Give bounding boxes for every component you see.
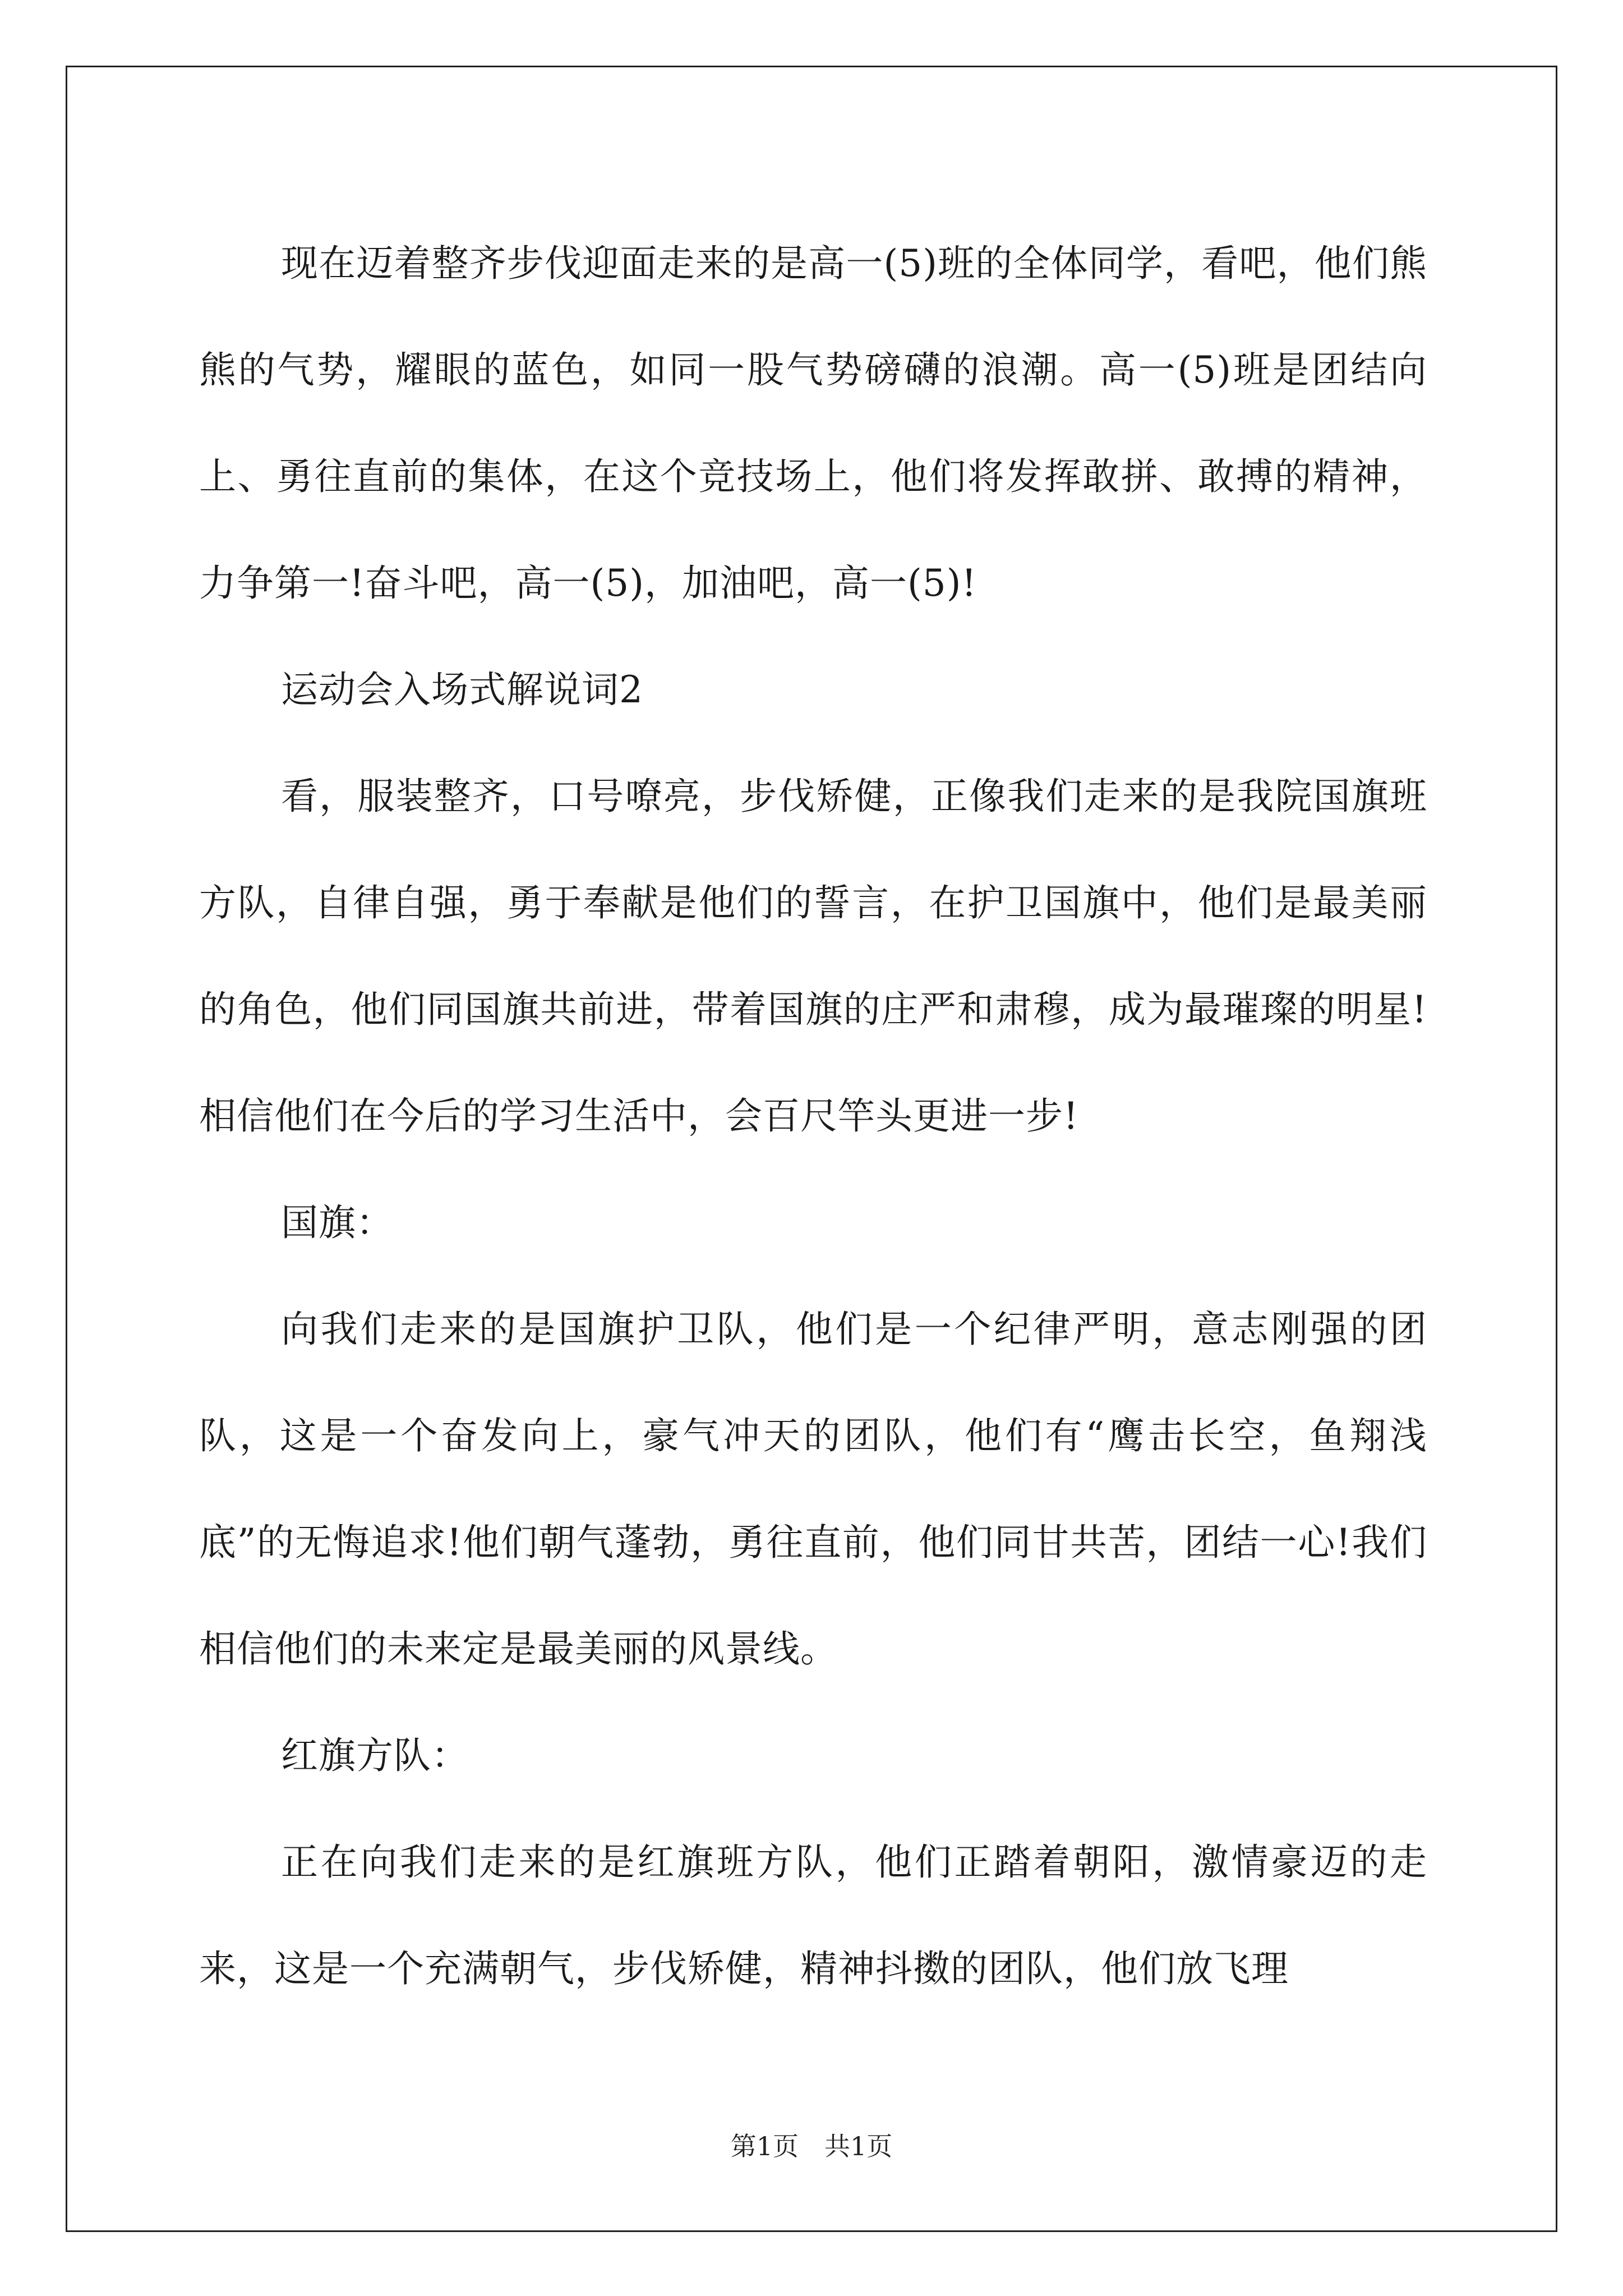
page-number: 第1页 共1页 bbox=[730, 2131, 893, 2161]
subheading-national-flag: 国旗： bbox=[281, 1201, 394, 1244]
paragraph-red-flag-team: 正在向我们走来的是红旗班方队，他们正踏着朝阳，激情豪迈的走来，这是一个充满朝气，步伐矫健，精神抖擞的团队，他们放飞理 bbox=[199, 1841, 1427, 1990]
paragraph-class-5: 现在迈着整齐步伐迎面走来的是高一(5)班的全体同学，看吧，他们熊熊的气势，耀眼的蓝色，如同一股气势磅礴的浪潮。高一(5)班是团结向上、勇往直前的集体，在这个竞技场上，他们将发挥敢拼、敢搏的精神，力争第一!奋斗吧，高一(5)，加油吧，高一(5)! bbox=[199, 242, 1427, 605]
paragraph-flag-escort: 向我们走来的是国旗护卫队，他们是一个纪律严明，意志刚强的团队，这是一个奋发向上，豪气冲天的团队，他们有“鹰击长空，鱼翔浅底”的无悔追求!他们朝气蓬勃，勇往直前，他们同甘共苦，团结一心!我们相信他们的未来定是最美丽的风景线。 bbox=[199, 1308, 1427, 1671]
paragraph-flag-guard-team: 看，服装整齐，口号嘹亮，步伐矫健，正像我们走来的是我院国旗班方队，自律自强，勇于奉献是他们的誓言，在护卫国旗中，他们是最美丽的角色，他们同国旗共前进，带着国旗的庄严和肃穆，成为最璀璨的明星!相信他们在今后的学习生活中，会百尺竿头更进一步! bbox=[199, 775, 1427, 1138]
section-heading: 运动会入场式解说词2 bbox=[281, 668, 643, 711]
subheading-red-flag-team: 红旗方队： bbox=[281, 1734, 469, 1777]
document-body bbox=[199, 210, 1427, 2022]
